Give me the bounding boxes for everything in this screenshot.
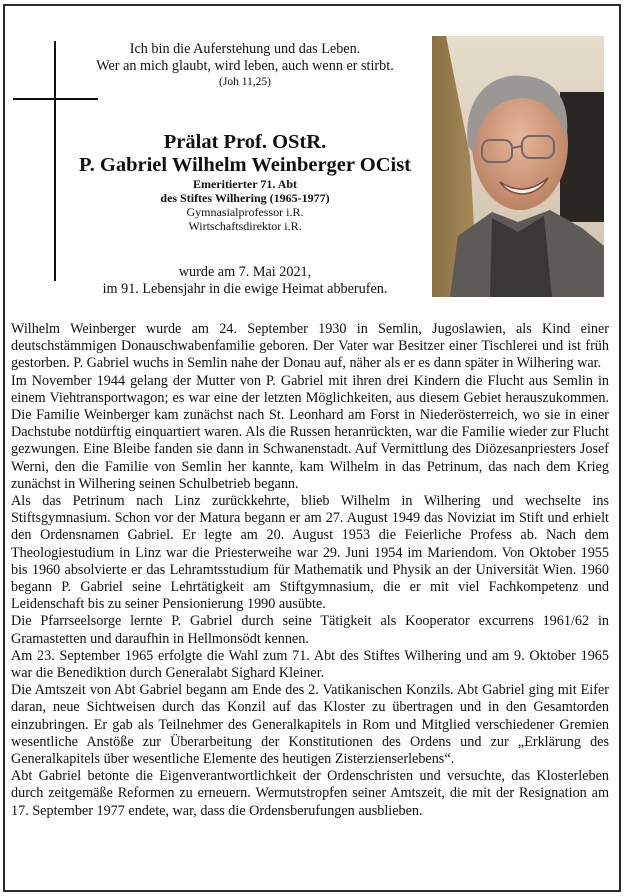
- name-block: [60, 131, 430, 233]
- position-2: Wirtschaftsdirektor i.R.: [188, 219, 302, 233]
- biography-paragraph: Die Pfarrseelsorge lernte P. Gabriel durch seine Tätigkeit als Kooperator excurrens 1961/62 in Gramastetten und daraufhin in Hellmonsödt kennen.: [11, 613, 609, 647]
- death-notice-line-1: wurde am 7. Mai 2021,: [178, 264, 312, 280]
- role-line-1: Emeritierter 71. Abt: [192, 177, 298, 191]
- death-notice: [40, 264, 450, 298]
- biography-paragraph: Als das Petrinum nach Linz zurückkehrte, blieb Wilhelm in Wilhering und wechselte ins Stiftsgymnasium. Schon vor der Matura begann er am 27. August 1949 das Noviziat im Stift und erhielt den Ordensnamen Gabriel. Er legte am 20. August 1953 die Feierliche Profess ab. Nach dem Theologiestudium in Linz war die Priesterweihe war 29. Juni 1954 im Mariendom. Von Oktober 1955 bis 1960 absolvierte er das Lehramtsstudium für Mathematik und Physik an der Universität Wien. 1960 begann P. Gabriel seine Lehrtätigkeit am Stiftgymnasium, die er mit viel Fachkompetenz und Leidenschaft bis zu seiner Pensionierung 1990 ausübte.: [11, 493, 609, 613]
- bible-verse: [60, 41, 430, 89]
- portrait-illustration: [432, 36, 604, 297]
- biography-paragraph: Die Amtszeit von Abt Gabriel begann am Ende des 2. Vatikanischen Konzils. Abt Gabriel ging mit Eifer daran, neue Sichtweisen durch das Konzil auf das Kloster zu übertragen und in den Gesamtorden einzubringen. Er gab als Teilnehmer des Generalkapitels in Rom und Mitglied verschiedener Gremien wesentliche Anstöße zur Überarbeitung der Konstitutionen des Ordens und zur „Erklärung des Generalkapitels über wesentliche Elemente des heutigen Zisterzienserlebens“.: [11, 682, 609, 768]
- death-notice-line-2: im 91. Lebensjahr in die ewige Heimat abberufen.: [102, 281, 388, 297]
- role-line-2: des Stiftes Wilhering (1965-1977): [160, 191, 330, 205]
- cross-icon-horizontal: [13, 98, 98, 100]
- honorific-title: Prälat Prof. OStR.: [163, 131, 327, 153]
- verse-line-1: Ich bin die Auferstehung und das Leben.: [129, 41, 361, 57]
- portrait-photo: [432, 36, 604, 297]
- biography-paragraph: Im November 1944 gelang der Mutter von P. Gabriel mit ihren drei Kindern die Flucht aus Semlin in einem Viehtransportwagon; es war eine der letzten Möglichkeiten, aus diesem Gebiet herauszukommen. Die Familie Weinberger kam zunächst nach St. Leonhard am Forst in Niederösterreich, wo sie in einer Dachstube notdürftig einquartiert waren. Als die Russen heranrückten, war die Familie wieder zur Flucht gezwungen. Eine Bleibe fanden sie dann in Schwanenstadt. Auf Vermittlung des Diözesanpriesters Josef Werni, den die Familie von Semlin her kannte, kam Wilhelm in das Petrinum, das nach dem Krieg zunächst in Wilhering seinen Schulbetrieb begann.: [11, 372, 609, 492]
- biography-paragraph: Abt Gabriel betonte die Eigenverantwortlichkeit der Ordenschristen und versuchte, das Klosterleben durch zeitgemäße Reformen zu erneuern. Wermutstropfen seiner Amtszeit, die mit der Resignation am 17. September 1977 endete, war, dass die Ordensberufungen ausblieben.: [11, 768, 609, 819]
- biography-paragraph: Am 23. September 1965 erfolgte die Wahl zum 71. Abt des Stiftes Wilhering und am 9. Oktober 1965 war die Benediktion durch Generalabt Sighard Kleiner.: [11, 647, 609, 682]
- position-1: Gymnasialprofessor i.R.: [186, 205, 304, 219]
- biography: [11, 321, 609, 820]
- deceased-name: P. Gabriel Wilhelm Weinberger OCist: [79, 154, 411, 176]
- verse-reference: (Joh 11,25): [219, 76, 271, 88]
- biography-paragraph: Wilhelm Weinberger wurde am 24. September 1930 in Semlin, Jugoslawien, als Kind einer deutschstämmigen Donauschwabenfamilie geboren. Der Vater war Besitzer einer Tischlerei und ist früh gestorben. P. Gabriel wuchs in Semlin nahe der Donau auf, näher als er es dann später in Wilhering war.: [11, 321, 609, 372]
- verse-line-2: Wer an mich glaubt, wird leben, auch wenn er stirbt.: [96, 58, 394, 74]
